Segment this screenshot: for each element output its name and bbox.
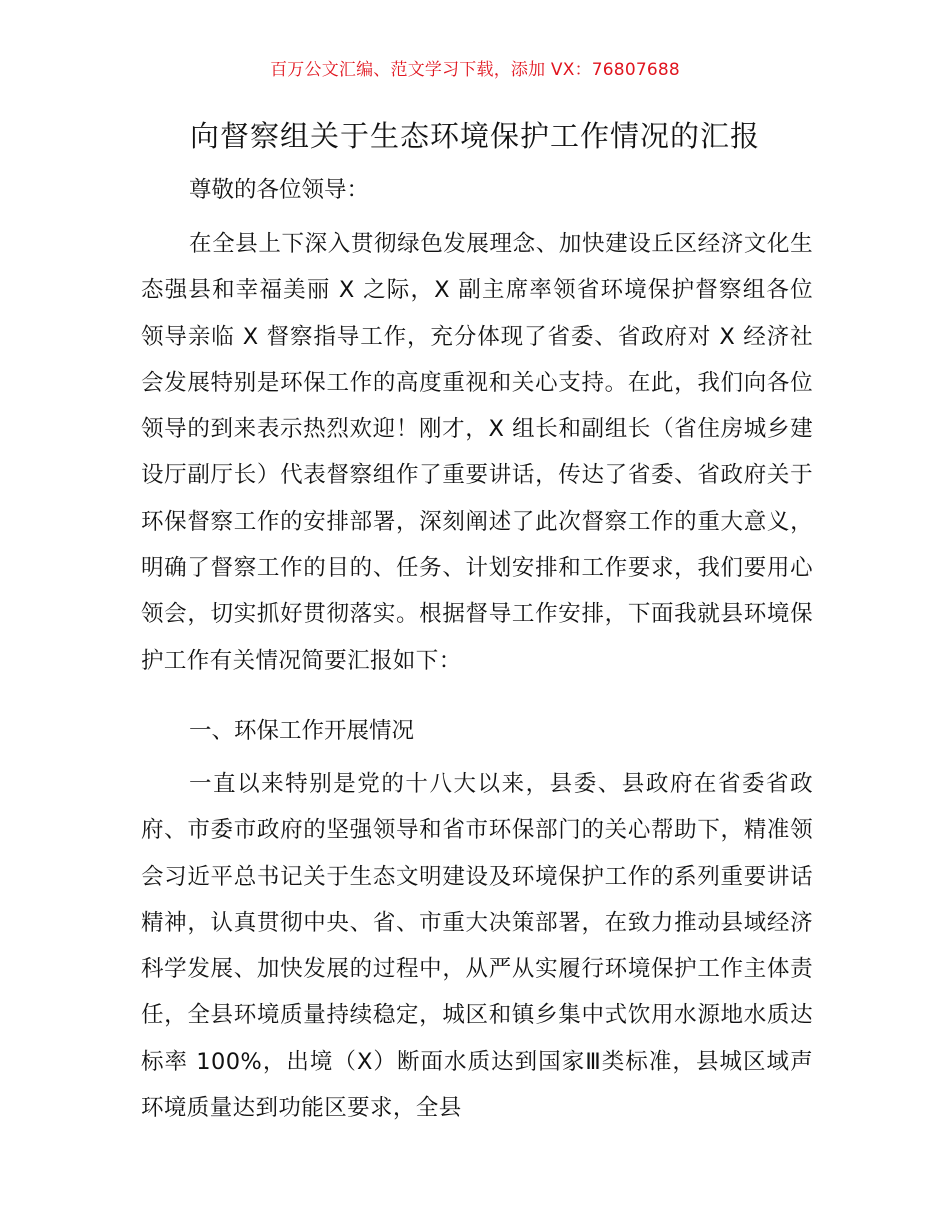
- document-title: 向督察组关于生态环境保护工作情况的汇报: [189, 119, 760, 153]
- greeting-line: 尊敬的各位领导：: [189, 177, 370, 203]
- header-banner: 百万公文汇编、范文学习下载，添加 VX：76807688: [270, 60, 680, 80]
- body-paragraph-container: [141, 221, 813, 684]
- body-paragraph: 在全县上下深入贯彻绿色发展理念、加快建设丘区经济文化生态强县和幸福美丽 X 之际，X 副主席率领省环境保护督察组各位领导亲临 X 督察指导工作，充分体现了省委、省政府对 X 经济社会发展特别是环保工作的高度重视和关心支持。在此，我们向各位领导的到来表示热烈欢迎！刚才，X 组长和副组长（省住房城乡建设厅副厅长）代表督察组作了重要讲话，传达了省委、省政府关于环保督察工作的安排部署，深刻阐述了此次督察工作的重大意义，明确了督察工作的目的、任务、计划安排和工作要求，我们要用心领会，切实抓好贯彻落实。根据督导工作安排，下面我就县环境保护工作有关情况简要汇报如下：: [141, 231, 813, 674]
- section-heading: 一、环保工作开展情况: [189, 718, 415, 744]
- body-paragraph-container: [141, 761, 813, 1131]
- body-paragraph: 一直以来特别是党的十八大以来，县委、县政府在省委省政府、市委市政府的坚强领导和省市环保部门的关心帮助下，精准领会习近平总书记关于生态文明建设及环境保护工作的系列重要讲话精神，认真贯彻中央、省、市重大决策部署，在致力推动县域经济科学发展、加快发展的过程中，从严从实履行环境保护工作主体责任，全县环境质量持续稳定，城区和镇乡集中式饮用水源地水质达标率 100%，出境（X）断面水质达到国家Ⅲ类标准，县城区域声环境质量达到功能区要求，全县: [141, 771, 813, 1122]
